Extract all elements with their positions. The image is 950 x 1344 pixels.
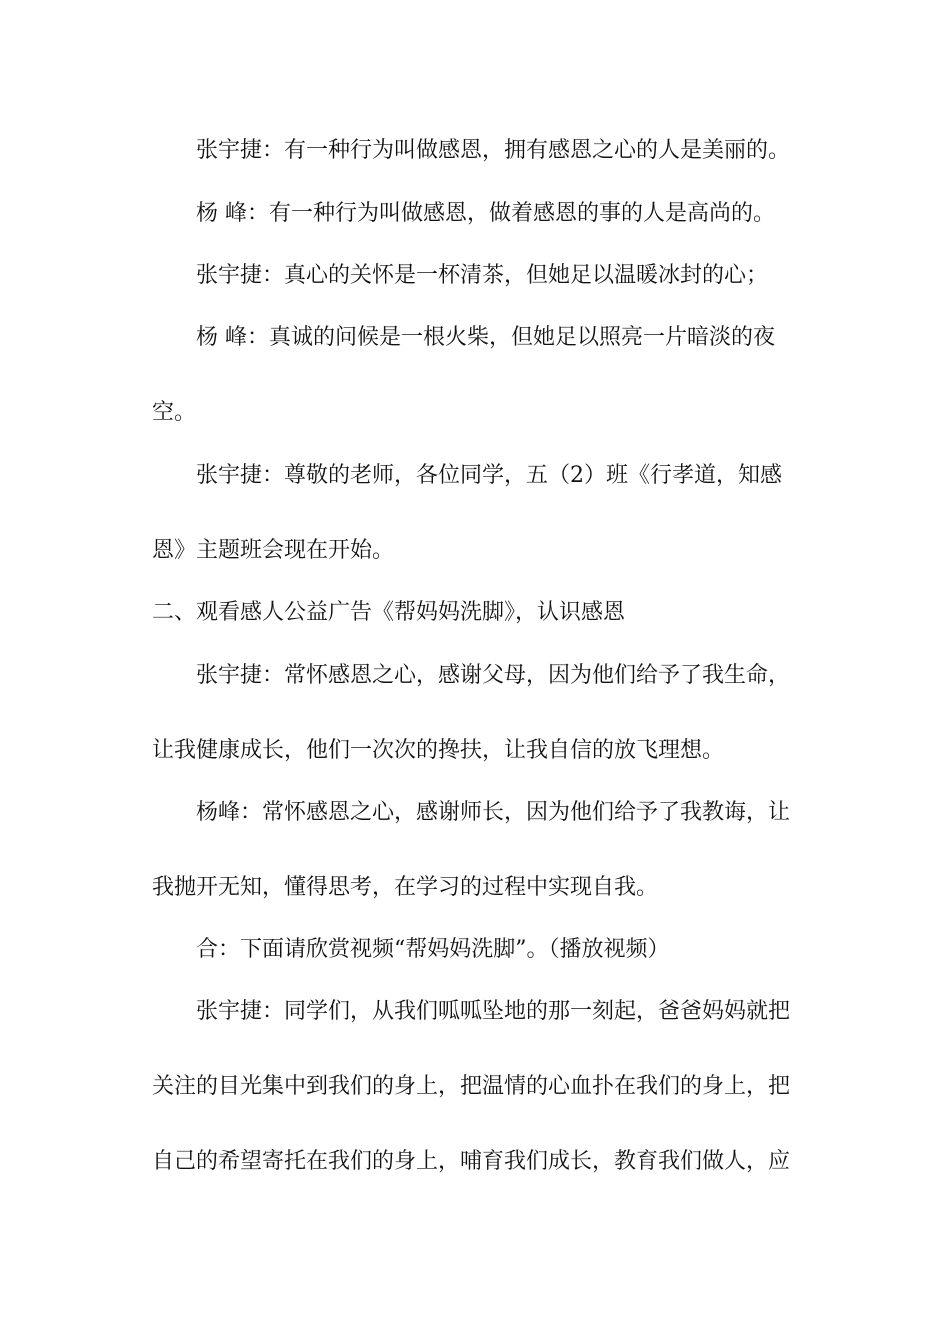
text-line: 让我健康成长，他们一次次的搀扶，让我自信的放飞理想。 xyxy=(152,738,725,763)
text-line: 关注的目光集中到我们的身上，把温情的心血扑在我们的身上，把 xyxy=(152,1074,791,1099)
text-line: 杨峰：常怀感恩之心，感谢师长，因为他们给予了我教诲，让 xyxy=(196,800,791,825)
section-heading: 二、观看感人公益广告《帮妈妈洗脚》，认识感恩 xyxy=(152,600,626,625)
text-line: 张宇捷：常怀感恩之心，感谢父母，因为他们给予了我生命， xyxy=(196,663,791,688)
text-line: 张宇捷：真心的关怀是一杯清茶，但她足以温暖冰封的心； xyxy=(196,263,769,288)
text-line: 自己的希望寄托在我们的身上，哺育我们成长，教育我们做人，应 xyxy=(152,1149,791,1174)
text-line: 合：下面请欣赏视频“帮妈妈洗脚”。（播放视频） xyxy=(196,937,670,962)
text-line: 杨 峰：真诚的问候是一根火柴，但她足以照亮一片暗淡的夜 xyxy=(196,325,775,350)
text-line: 我抛开无知，懂得思考，在学习的过程中实现自我。 xyxy=(152,875,659,900)
text-line: 杨 峰：有一种行为叫做感恩，做着感恩的事的人是高尚的。 xyxy=(196,201,775,226)
text-line: 张宇捷：尊敬的老师，各位同学，五（2）班《行孝道，知感 xyxy=(196,463,782,488)
text-line: 空。 xyxy=(152,400,197,425)
text-line: 恩》主题班会现在开始。 xyxy=(152,538,395,563)
text-line: 张宇捷：有一种行为叫做感恩，拥有感恩之心的人是美丽的。 xyxy=(196,138,791,163)
text-line: 张宇捷：同学们，从我们呱呱坠地的那一刻起，爸爸妈妈就把 xyxy=(196,999,791,1024)
